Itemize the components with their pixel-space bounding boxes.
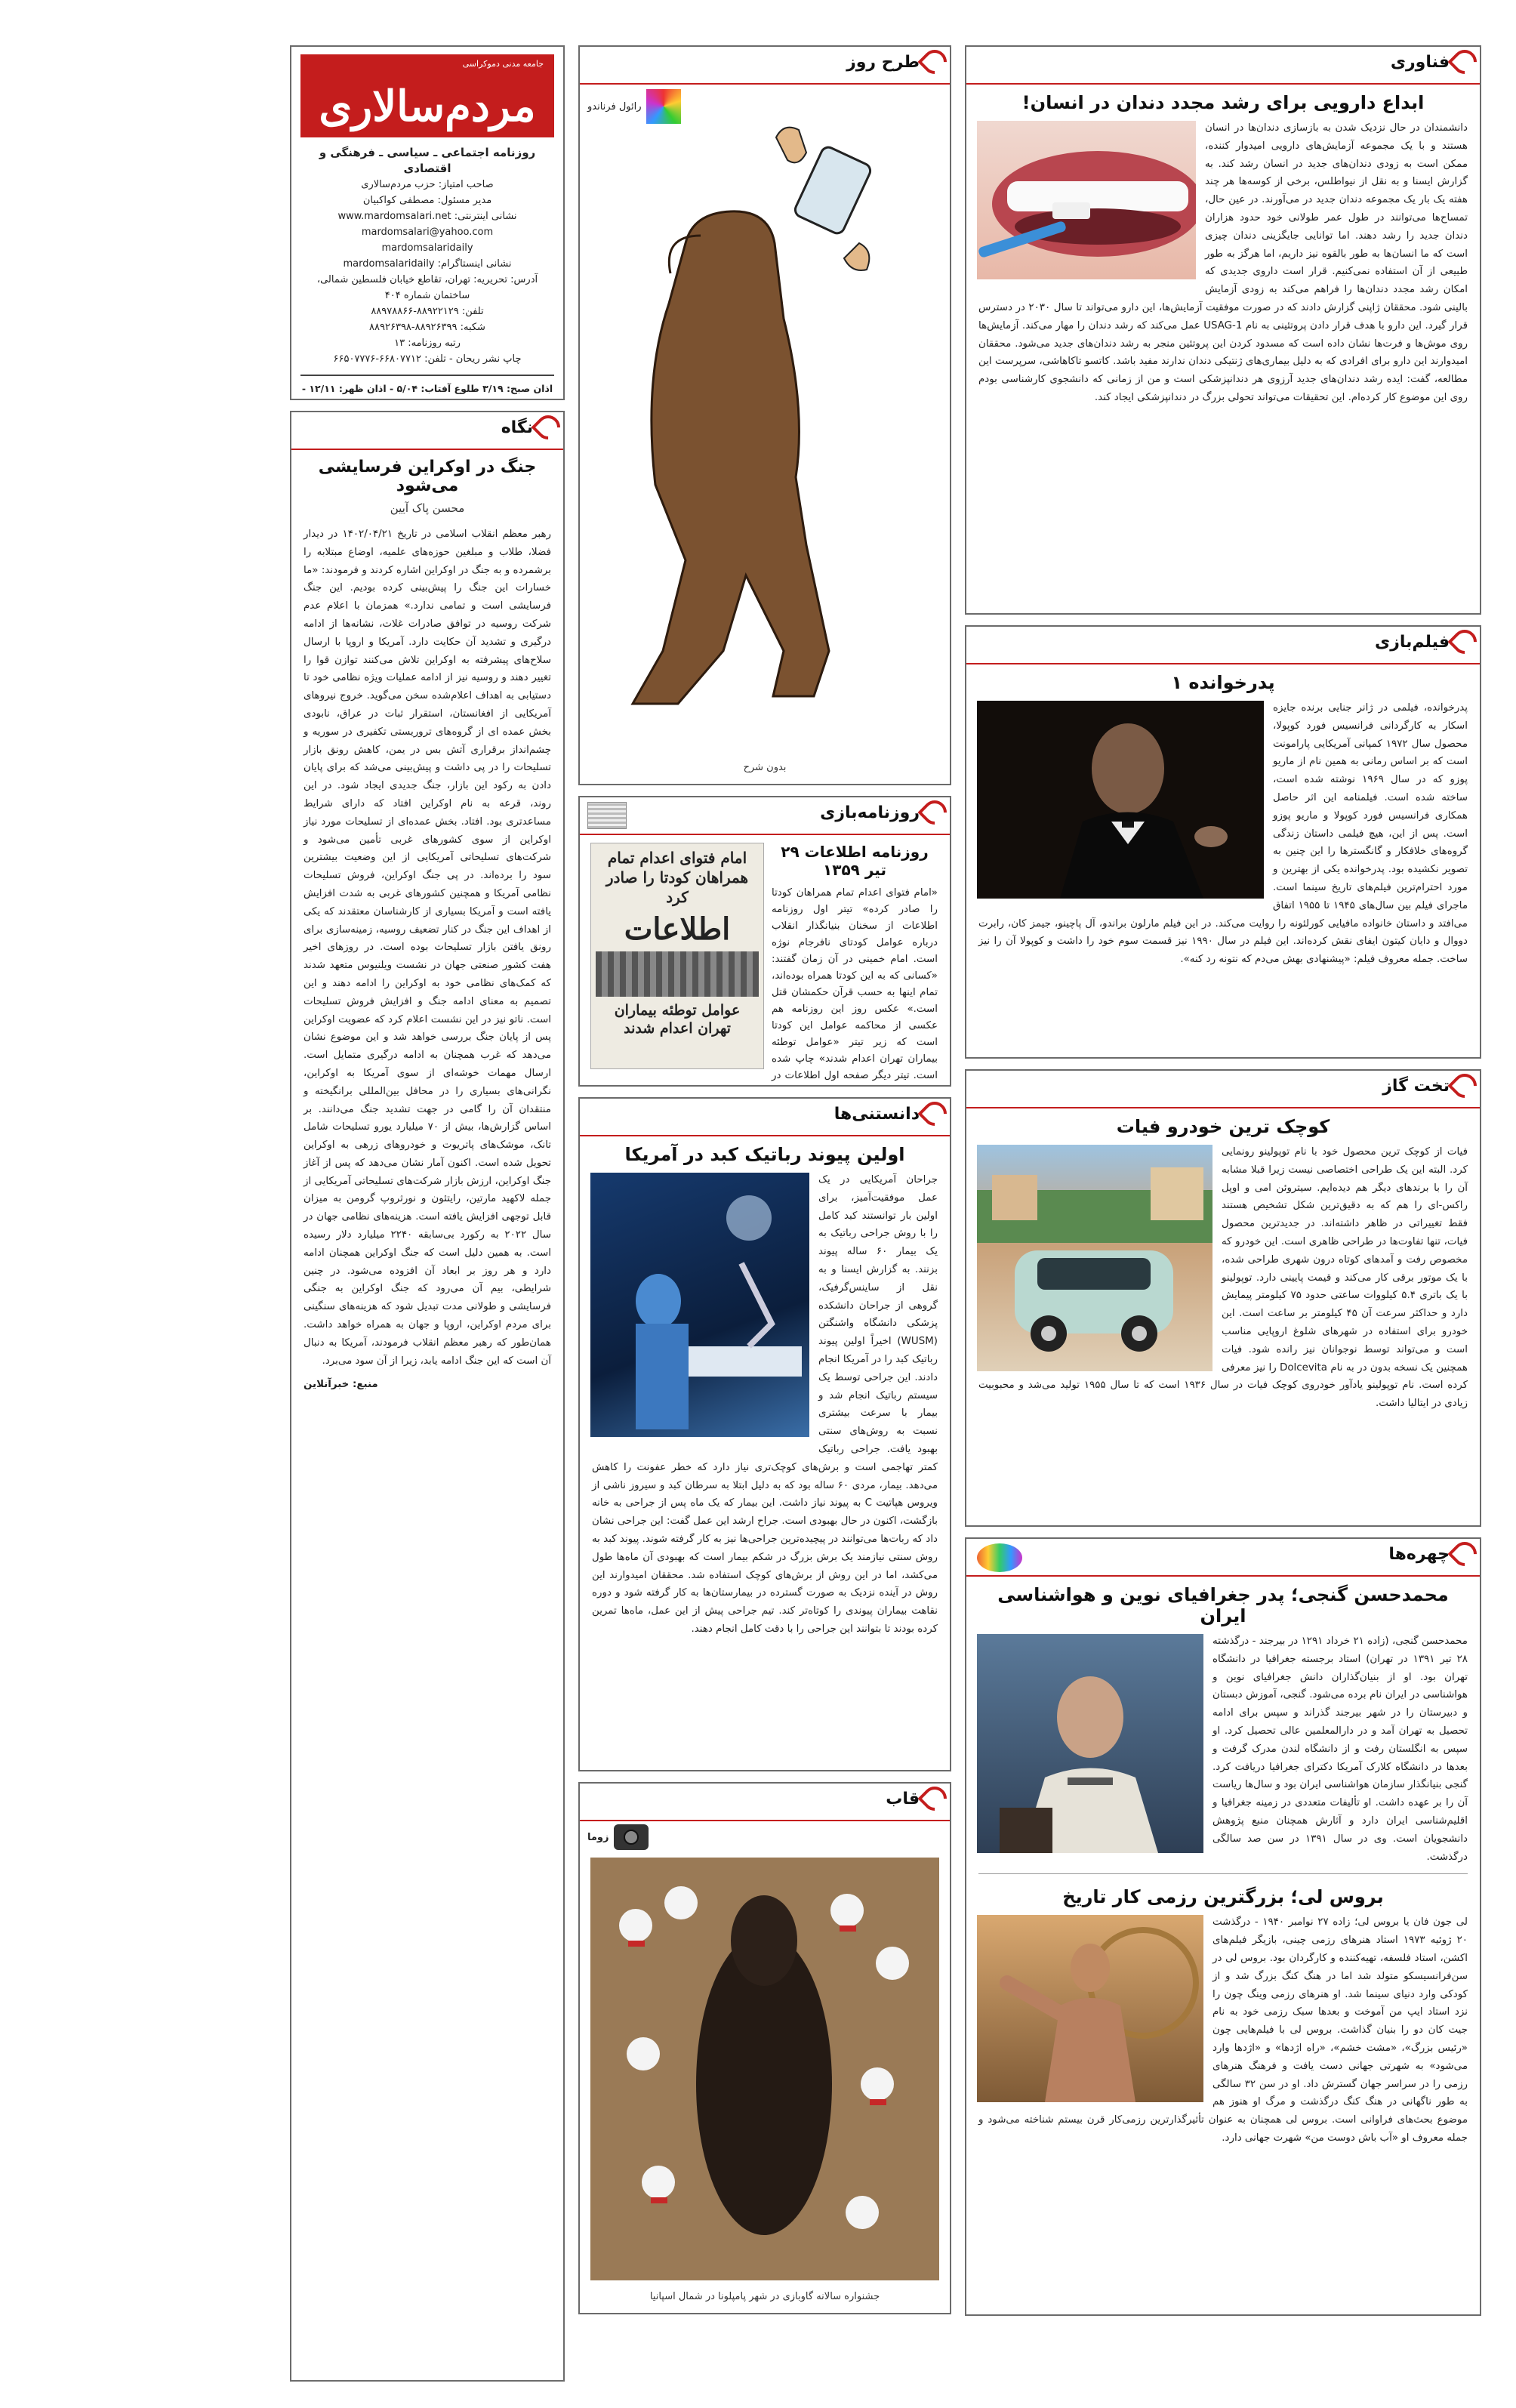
section-label: طرح روز <box>846 53 920 72</box>
section-header <box>966 627 1480 664</box>
section-negah <box>290 411 565 2382</box>
bull-run-photo <box>590 1858 939 2280</box>
section-marker-icon <box>917 1097 951 1131</box>
article-source: منبع: خبرآنلاین <box>304 1379 378 1391</box>
section-tarh <box>578 45 951 785</box>
camera-icon <box>614 1824 649 1850</box>
article-body: رهبر معظم انقلاب اسلامی در تاریخ ۱۴۰۲/۰۴/۲۱ در دیدار فضلا، طلاب و مبلغین حوزه‌های علمیه، اوضاع مبتلابه را برشمرده و به جنگ در اوکراین اشاره کردند و فرمودند: «ما خسارات این جنگ را پیش‌بینی کرده بودیم. این جنگ فرسایشی است و تمامی ندارد.» همزمان با اعلام عدم شرکت روسیه در توافق صادرات غلات، نشانه‌ها از ادامه درگیری و تشدید آن حکایت دارد. آمریکا و اروپا با ارسال سلاح‌های پیشرفته به اوکراین تلاش می‌کنند توازن قوا را تغییر دهند و روسیه نیز از ادامه عملیات ویژه نظامی خود تا دستیابی به اهداف اعلام‌شده سخن می‌گوید. خروج نیروهای آمریکایی از افغانستان، استقرار ثبات در عراق، نابودی بخش عمده ای از گروه‌های تروریستی تکفیری در سوریه و چشم‌انداز برقراری آتش بس در یمن، کاهش رونق بازار تسلیحات را در پی داشت و پیش‌بینی می‌شد که برای پایان دادن به رکود این بازار، جنگ جدیدی ایجاد شود. در این روند، قرعه به نام اوکراین افتاد که دارای شرایط مساعدتری بود. افتاد. بخش عمده‌ای از تسلیحات مورد نیاز اوکراین از سوی کشورهای غربی تأمین می‌شود و شرکت‌های تسلیحاتی آمریکایی از این وضعیت بیشترین سود را برده‌اند. در پی جنگ اوکراین، فروش تسلیحات نظامی آمریکا و همچنین کشورهای غربی به شدت افزایش یافته است و آمریکا بسیاری از کارشناسان معتقدند که یکی از اهداف این جنگ در کنار تضعیف روسیه، زمینه‌سازی برای رونق یافتن بازار تسلیحات بوده است. در روزهای اخیر هفت کشور صنعتی جهان در نشست ویلنیوس متعهد شدند که کمک‌های نظامی خود به اوکراین را ادامه دهند و این تصمیم به معنای ادامه جنگ و افزایش فروش تسلیحات است. ناتو نیز در این نشست اعلام کرد که عضویت اوکراین پس از پایان جنگ بررسی خواهد شد و این موضوع نشان می‌دهد که غرب همچنان به ادامه درگیری متمایل است. ارسال مهمات خوشه‌ای از سوی آمریکا به اوکراین، نگرانی‌های بسیاری را در محافل بین‌المللی برانگیخته و منتقدان آن را گامی در جهت تشدید جنگ می‌دانند. بر اساس گزارش‌ها، بیش از ۷۰ میلیارد یورو تسلیحات شامل تانک، موشک‌های پاتریوت و خودروهای زرهی به اوکراین تحویل شده است. اکنون آمار نشان می‌دهد که پس از آغاز جنگ اوکراین، ارزش بازار شرکت‌های تسلیحاتی آمریکایی از جمله لاکهید مارتین، رایتئون و نورثروپ گرومن به میزان قابل توجهی افزایش یافته است. هزینه‌های نظامی جهان در سال ۲۰۲۲ به رکورد بی‌سابقه ۲۲۴۰ میلیارد دلار رسیده است. به همین دلیل است که جنگ اوکراین همچنان ادامه دارد و هر روز بر ابعاد آن افزوده می‌شود. در چنین شرایطی، بیم آن می‌رود که جنگ اوکراین به جنگی فرسایشی و طولانی مدت تبدیل شود که هزینه‌های سنگینی برای مردم اوکراین، اروپا و جهان به همراه خواهد داشت. همان‌طور که رهبر معظم انقلاب فرمودند، آمریکا به دنبال آن است که این جنگ ادامه یابد، زیرا از آن سود می‌برد. <box>304 529 551 1367</box>
article-title: روزنامه اطلاعات ۲۹ تیر ۱۳۵۹ <box>781 843 929 879</box>
left-column <box>290 45 565 2392</box>
masthead-line: مدیر مسئول: مصطفی کواکبیان <box>362 195 492 206</box>
newspapers-icon <box>587 802 627 829</box>
zoom-badge <box>587 1824 649 1850</box>
ganji-portrait <box>977 1634 1203 1853</box>
bull-run-scene <box>590 1858 939 2280</box>
section-takhtegaz <box>965 1069 1481 1527</box>
article-body: لی جون فان یا بروس لی؛ زاده ۲۷ نوامبر ۱۹۴۰ - درگذشت ۲۰ ژوئیه ۱۹۷۳ استاد هنرهای رزمی چینی، بازیگر فیلم‌های اکشن، استاد فلسفه، تهیه‌کننده و کارگردان بود. بروس لی در سن‌فرانسیسکو متولد شد اما در هنگ کنگ بزرگ شد و از کودکی وارد دنیای سینما شد. او هنرهای رزمی وینگ چون را نزد استاد ایپ من آموخت و بعدها سبک رزمی خود به نام جیت کان دو را بنیان گذاشت. بروس لی با فیلم‌هایی چون «رئیس بزرگ»، «مشت خشم»، «راه اژدها» و «اژدها وارد می‌شود» به شهرتی جهانی دست یافت و فرهنگ هنرهای رزمی را در سراسر جهان گسترش داد. او در سن ۳۲ سالگی به طور ناگهانی در هنگ کنگ درگذشت و مرگ او هنوز هم موضوع بحث‌های فراوانی است. بروس لی همچنان به عنوان تأثیرگذارترین رزمی‌کار قرن بیستم شناخته می‌شود و جمله معروف او «آب باش دوست من» شهرت جهانی دارد. <box>978 1916 1468 2144</box>
fiat-car <box>977 1145 1212 1371</box>
bruce-lee-photo <box>977 1915 1203 2102</box>
section-marker-icon <box>917 1782 951 1816</box>
section-header <box>966 1071 1480 1108</box>
cartoon-illustration <box>580 122 950 749</box>
address-line: آدرس: تحریریه: تهران، تقاطع خیابان فلسطین شمالی، ساختمان شماره ۴۰۴ <box>316 274 538 301</box>
masthead <box>290 45 565 400</box>
surgery-scene <box>590 1173 809 1437</box>
section-label: فیلم‌بازی <box>1375 633 1450 652</box>
newspaper-logo <box>300 54 554 137</box>
cartoon-caption: بدون شرح <box>743 762 787 773</box>
godfather-photo <box>977 701 1264 899</box>
section-marker-icon <box>917 796 951 830</box>
bull-run-caption: جشنواره سالانه گاوبازی در شهر پامپلونا در شمال اسپانیا <box>649 2291 880 2302</box>
section-label: روزنامه‌بازی <box>820 803 920 822</box>
section-header <box>966 1539 1480 1577</box>
article-body: فیات از کوچک ترین محصول خود با نام توپولینو رونمایی کرد. البته این یک طراحی اختصاصی نیست زیرا قبلا مشابه آن را با برندهای دیگر هم دیده‌ایم. سیتروئن امی و اوپل راکس-ای را هم که به دقیق‌ترین شکل تشخیص هستند فقط تغییراتی در ظاهر داشته‌اند. در جدیدترین محصول فیات، تنها تفاوت‌ها در طراحی ظاهری است. این خودرو که مخصوص رفت و آمدهای کوتاه درون شهری طراحی شده، با یک موتور برقی کار می‌کند و قیمت پایینی دارد. توپولینو با یک باتری ۵.۴ کیلووات ساعتی حدود ۷۵ کیلومتر پیمایش دارد و حداکثر سرعت آن ۴۵ کیلومتر بر ساعت است. این خودرو برای استفاده در شهرهای شلوغ اروپایی مناسب است و می‌تواند توسط نوجوانان نیز رانده شود. فیات همچنین یک نسخه بدون در به نام Dolcevita را نیز معرفی کرده است. نام توپولینو یادآور خودروی کوچک فیات در سال ۱۹۳۶ است که تا سال ۱۹۵۵ تولید می‌شد و محبوبیت زیادی در ایتالیا داشت. <box>978 1146 1468 1410</box>
section-header <box>291 412 563 450</box>
logo-name: مردم‌سالاری <box>319 82 536 131</box>
article-title: کوچک ترین خودرو فیات <box>1116 1116 1330 1137</box>
masthead-line: صاحب امتیاز: حزب مردم‌سالاری <box>361 179 494 190</box>
section-label: دانستنی‌ها <box>833 1105 920 1124</box>
masthead-tagline: روزنامه اجتماعی ـ سیاسی ـ فرهنگی و اقتصادی <box>319 146 536 175</box>
section-label: قاب <box>886 1790 920 1808</box>
rank-line: رتبه روزنامه: ۱۳ <box>394 338 461 349</box>
section-label: چهره‌ها <box>1388 1545 1450 1564</box>
section-marker-icon <box>917 45 951 79</box>
teeth-illustration <box>977 121 1196 279</box>
section-header <box>580 47 950 85</box>
section-header <box>580 1099 950 1136</box>
teeth-photo <box>977 121 1196 279</box>
masthead-line: mardomsalaridaily <box>381 242 473 254</box>
artist-badge <box>587 89 681 124</box>
section-header <box>966 47 1480 85</box>
phone-line: شکبه: ۸۸۹۲۶۳۹۹-۸۸۹۲۶۳۹۸ <box>369 322 485 333</box>
article-body: جراحان آمریکایی در یک عمل موفقیت‌آمیز، برای اولین بار توانستند کبد کامل را با روش جراحی رباتیک به یک بیمار ۶۰ ساله پیوند بزنند. به گزارش ایسنا و به نقل از ساینس‌گرفیک، گروهی از جراحان دانشکده پزشکی دانشگاه واشنگتن (WUSM) اخیراً اولین پیوند رباتیک کبد را در آمریکا انجام دادند. این جراحی توسط یک سیستم رباتیک انجام شد و بیمار با سرعت بیشتری نسبت به روش‌های سنتی بهبود یافت. جراحی رباتیک کمتر تهاجمی است و برش‌های کوچک‌تری نیاز دارد که خطر عفونت را کاهش می‌دهد. بیمار، مردی ۶۰ ساله بود که به دلیل ابتلا به سرطان کبد و سیروز ناشی از ویروس هپاتیت C به پیوند نیاز داشت. این بیمار که یک ماه پس از جراحی به خانه بازگشت، اکنون در حال بهبودی است. جراح ارشد این عمل گفت: این جراحی نشان داد که ربات‌ها می‌توانند در پیچیده‌ترین جراحی‌ها نیز به کار گرفته شوند. پیوند کبد به روش سنتی نیازمند یک برش بزرگ در شکم بیمار است که بهبودی آن ماه‌ها طول می‌کشد، اما در این روش از برش‌های کوچک استفاده شد. محققان امیدوارند این روش در آینده نزدیک به صورت گسترده در بیمارستان‌ها به کار گرفته شود و دوره نقاهت بیماران پیوندی را کوتاه‌تر کند. تیم جراحی پیش از این عمل، ماه‌ها تمرین کرده بودند تا بتوانند این جراحی را با دقت کامل انجام دهند. <box>592 1174 938 1635</box>
article-title: محمدحسن گنجی؛ پدر جغرافیای نوین و هواشناسی ایران <box>997 1584 1449 1626</box>
website-link[interactable]: نشانی اینترنتی: www.mardomsalari.net <box>337 211 517 222</box>
colorful-logo-icon <box>977 1543 1022 1572</box>
article-title: پدرخوانده ۱ <box>1171 672 1275 693</box>
article-title: ابداع دارویی برای رشد مجدد دندان در انسان! <box>1021 92 1425 113</box>
section-fanavari <box>965 45 1481 615</box>
section-marker-icon <box>1447 45 1481 79</box>
article-title: بروس لی؛ بزرگترین رزمی کار تاریخ <box>1062 1886 1384 1908</box>
paper-headline: امام فتوای اعدام تمام همراهان کودتا را صادر کرد <box>605 849 749 906</box>
section-marker-icon <box>1447 625 1481 659</box>
section-filmbazi <box>965 625 1481 1059</box>
section-marker-icon <box>1447 1069 1481 1103</box>
section-chehreha <box>965 1537 1481 2316</box>
section-ghab <box>578 1782 951 2314</box>
article-body: دانشمندان در حال نزدیک شدن به بازسازی دندان‌ها در انسان هستند و با یک مجموعه آزمایش‌های دارویی امیدوار کننده، ممکن است به زودی دندان‌های جدید در انسان رشد کند. به گزارش ایسنا و به نقل از نیواطلس، برخی از کوسه‌ها هر چند هفته یک بار یک مجموعه دندان جدید در می‌آورند. در عین حال، تمساح‌ها می‌توانند در طول عمر طولانی خود حدود هزاران دندان جدید را رشد دهند. اما توانایی جایگزینی دندان چیزی است که ما انسان‌ها به طور بالقوه نیز داریم، اما هرگز به طور طبیعی از آن استفاده نمی‌کنیم. قرار است داروی جدیدی که امکان رشد مجدد دندان‌ها را فراهم می‌کند به زودی آزمایش بالینی شود. محققان ژاپنی گزارش دادند که در صورت موفقیت آزمایش‌ها، این دارو می‌تواند تا سال ۲۰۳۰ در دسترس قرار گیرد. این دارو با هدف قرار دادن پروتئینی به نام USAG-1 عمل می‌کند که رشد دندان را مهار می‌کند. آزمایش‌ها روی موش‌ها و فرت‌ها نشان داده است که مسدود کردن این پروتئین منجر به رشد دندان‌های جدید می‌شود. محققان امیدوارند این دارو برای افرادی که به دلیل بیماری‌های ژنتیکی دندان ندارند مفید باشد. کاتسو تاکاهاشی، سرپرست این مطالعه، گفت: ایده رشد دندان‌های جدید آرزوی هر دندانپزشکی است و من از زمانی که دانشجوی کارشناسی بودم روی این موضوع کار کرده‌ام. این تحقیقات می‌تواند تحولی بزرگ در دندانپزشکی ایجاد کند. <box>978 122 1468 403</box>
godfather-portrait <box>977 701 1264 899</box>
section-marker-icon <box>531 411 565 445</box>
section-header <box>580 797 950 835</box>
section-marker-icon <box>1447 1537 1481 1571</box>
paper-name: اطلاعات <box>624 911 731 947</box>
surgery-photo <box>590 1173 809 1437</box>
article-body: محمدحسن گنجی، (زاده ۲۱ خرداد ۱۲۹۱ در بیرجند - درگذشته ۲۸ تیر ۱۳۹۱ در تهران) استاد برجسته جغرافیا در دانشگاه تهران بود. او از بنیان‌گذاران دانش جغرافیای نوین و هواشناسی در ایران نام برده می‌شود. گنجی، آموزش دبستان و دبیرستان را در شهر بیرجند گذراند و سپس برای ادامه تحصیل به تهران آمد و در دارالمعلمین عالی تحصیل کرد. او سپس به انگلستان رفت و از دانشگاه لندن مدرک گرفت و بعدها در دانشگاه کلارک آمریکا دکترای جغرافیا دریافت کرد. گنجی بنیانگذار سازمان هواشناسی ایران بود و سال‌ها ریاست آن را بر عهده داشت. او تألیفات متعددی در زمینه جغرافیا و اقلیم‌شناسی ایران دارد و آثارش همچنان منبع پژوهش دانشجویان است. وی در سال ۱۳۹۱ در سن صد سالگی درگذشت. <box>1212 1636 1468 1863</box>
old-newspaper <box>590 843 764 1069</box>
fiat-photo <box>977 1145 1212 1371</box>
section-ruznamebazi <box>578 796 951 1087</box>
section-label: تخت گاز <box>1382 1077 1450 1096</box>
section-header <box>580 1784 950 1821</box>
article-author: محسن پاک آیین <box>390 501 465 515</box>
ganji-photo <box>977 1634 1203 1853</box>
middle-column <box>578 45 951 2325</box>
email-link[interactable]: mardomsalari@yahoo.com <box>361 227 494 238</box>
article-title: اولین پیوند رباتیک کبد در آمریکا <box>624 1144 905 1165</box>
artist-avatar-icon <box>646 89 681 124</box>
print-line: چاپ نشر ریحان - تلفن: ۶۶۸۰۷۷۱۲-۶۶۵۰۷۷۷۶ <box>333 353 522 365</box>
section-label: نگاه <box>501 418 533 437</box>
logo-subtitle: جامعه مدنی دموکراسی <box>462 59 544 69</box>
artist-name: رائول فرناندو <box>587 100 642 113</box>
article-title: جنگ در اوکراین فرسایشی می‌شود <box>318 458 537 495</box>
phone-line: تلفن: ۸۸۹۲۲۱۲۹-۸۸۹۷۸۸۶۶ <box>371 306 484 317</box>
section-danestaniha <box>578 1097 951 1771</box>
date-bar <box>300 375 554 400</box>
article-body: پدرخوانده، فیلمی در ژانر جنایی برنده جایزه اسکار به کارگردانی فرانسیس فورد کوپولا، محصول سال ۱۹۷۲ کمپانی آمریکایی پارامونت است که بر اساس رمانی به همین نام از ماریو پوزو که در سال ۱۹۶۹ نوشته شده است، ساخته شده است. فیلمنامه این اثر حاصل همکاری فرانسیس فورد کوپولا و ماریو پوزو است. پس از این، هیچ فیلمی داستان زندگی گروه‌های خلافکار و گانگسترها را این چنین به تصویر نکشیده بود. پدرخوانده یکی از بهترین و مورد احترام‌ترین فیلم‌های تاریخ سینما است. ماجرای فیلم بین سال‌های ۱۹۴۵ تا ۱۹۵۵ اتفاق می‌افتد و داستان خانواده مافیایی کورلئونه را روایت می‌کند. در این فیلم مارلون براندو، آل پاچینو، جیمز کان، رابرت دووال و دایان کیتون ایفای نقش کرده‌اند. این فیلم در سال ۱۹۹۰ نیز قسمت سوم خود را داشت و کوپولا آن را نیز ساخت. جمله معروف فیلم: «پیشنهادی بهش می‌دم که نتونه رد کنه». <box>978 702 1468 966</box>
article-body: «امام فتوای اعدام تمام همراهان کودتا را صادر کرده» تیتر اول روزنامه اطلاعات از سخنان بنیانگذار انقلاب درباره عوامل کودتای نافرجام نوژه است. امام خمینی در آن زمان گفتند: «کسانی که به این کودتا همراه بوده‌اند، تمام اینها به حسب قرآن حکمشان قتل است.» عکس روز این روزنامه هم عکسی از محاکمه عوامل این کودتا است که زیر تیتر «عوامل توطئه بیماران تهران اعدام شدند» چاپ شده است. تیتر دیگر صفحه اول اطلاعات در <box>772 887 938 1081</box>
instagram-line: نشانی اینستاگرام: mardomsalaridaily <box>343 258 512 270</box>
paper-photo <box>596 951 759 997</box>
zoom-label: زوما <box>587 1831 609 1843</box>
prayer-times: اذان صبح: ۳/۱۹ طلوع آفتاب: ۵/۰۴ - اذان ظهر: ۱۲/۱۱ - <box>301 383 553 394</box>
section-label: فناوری <box>1390 53 1450 72</box>
bruce-lee-figure <box>977 1915 1203 2102</box>
paper-subheadline: عوامل توطئه بیماران تهران اعدام شدند <box>614 1002 741 1037</box>
right-column <box>965 45 1481 2326</box>
